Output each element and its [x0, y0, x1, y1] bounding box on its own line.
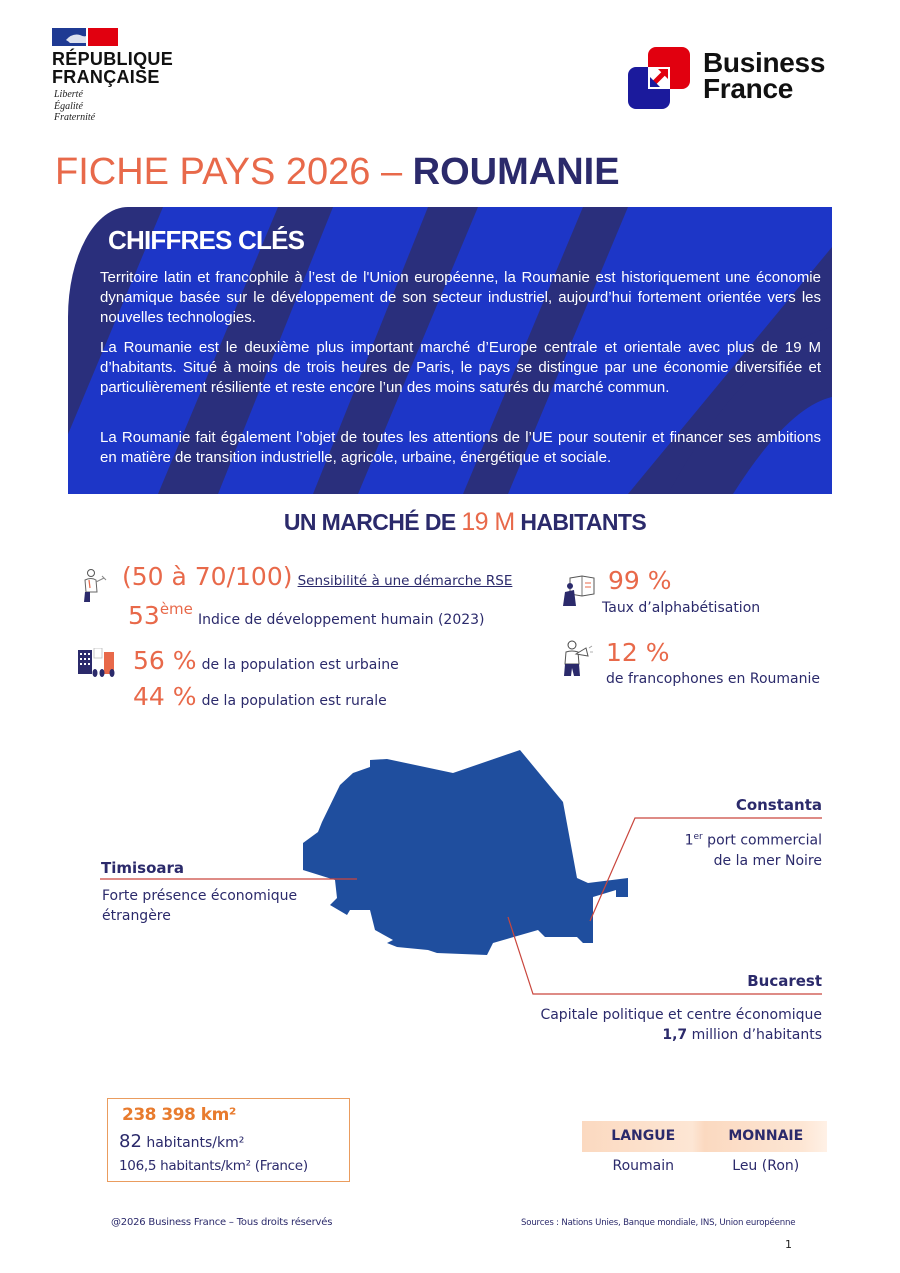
stat-idh-label: Indice de développement humain (2023) — [197, 612, 485, 628]
area-density-box — [107, 1098, 350, 1182]
key-figures-paragraph: La Roumanie est le deuxième plus important marché d’Europe centrale et orientale avec plus de 19 M d’habitants. Situé à moins de trois heures de Paris, le pays se distingue par une économie diversifiée et particulièrement résiliente et reste encore l’un des moins saturés du marché commun. — [100, 339, 821, 396]
footer-sources: Sources : Nations Unies, Banque mondiale, INS, Union européenne — [521, 1218, 796, 1228]
republique-motto: Liberté Égalité Fraternité — [54, 89, 96, 123]
republique-francaise-name: RÉPUBLIQUE FRANÇAISE — [52, 49, 174, 87]
stat-francophone-value: 12 % — [606, 638, 670, 667]
stat-francophone-label: de francophones en Roumanie — [606, 671, 820, 687]
density-value: 82 habitants/km² — [119, 1131, 245, 1152]
key-figures-paragraph: Territoire latin et francophile à l’est de l'Union européenne, la Roumanie est historiquement une économie dynamique basée sur le développement de son secteur industriel, aujourd’hui fortement orientée vers les nouvelles technologies. — [100, 269, 821, 326]
stat-rse-value: (50 à 70/100) — [122, 562, 293, 591]
stat-rural-value: 44 % — [133, 682, 197, 711]
stat-literacy-value: 99 % — [608, 566, 672, 595]
surface-value: 238 398 km² — [122, 1105, 236, 1125]
city-bucarest-name: Bucarest — [747, 972, 822, 990]
title-country: ROUMANIE — [412, 151, 620, 193]
stat-urban-label: de la population est urbaine — [201, 657, 399, 673]
header-langue: LANGUE — [611, 1128, 676, 1144]
stat-urban-value: 56 % — [133, 646, 197, 675]
city-constanta-name: Constanta — [735, 796, 822, 814]
city-timisoara-desc: Forte présence économique étrangère — [102, 888, 298, 924]
romania-shape — [303, 750, 628, 955]
table-row — [582, 1158, 827, 1174]
city-bucarest-desc: Capitale politique et centre économique 1,7 million d’habitants — [540, 1007, 822, 1043]
page-number: 1 — [785, 1238, 792, 1251]
key-figures-heading: CHIFFRES CLÉS — [108, 225, 305, 255]
cell-langue: Roumain — [612, 1158, 675, 1174]
stat-idh-value: 53 — [128, 601, 160, 630]
key-figures-paragraph: La Roumanie fait également l’objet de toutes les attentions de l’UE pour soutenir et financer ses ambitions en matière de transition industrielle, agricole, urbaine, énergétique et sociale. — [100, 429, 821, 466]
language-currency-table — [582, 1121, 827, 1174]
title-prefix: FICHE PAYS 2026 – — [55, 151, 413, 193]
table-header-row — [582, 1121, 827, 1152]
market-section-title: UN MARCHÉ DE 19 M HABITANTS — [283, 508, 647, 536]
stat-literacy-label: Taux d’alphabétisation — [602, 600, 761, 616]
stat-rse-label: Sensibilité à une démarche RSE — [297, 573, 513, 589]
city-constanta-desc: 1er port commercial de la mer Noire — [684, 832, 822, 869]
cell-monnaie: Leu (Ron) — [732, 1158, 800, 1174]
city-timisoara-name: Timisoara — [101, 859, 185, 877]
stat-rural: 44 % de la population est rurale — [133, 682, 387, 711]
business-france-name: Business France — [703, 47, 826, 104]
stat-rural-label: la population est rurale — [219, 693, 387, 709]
header-monnaie: MONNAIE — [728, 1128, 804, 1144]
stat-idh: 53ème Indice de développement humain (2023) — [128, 600, 485, 630]
france-density: 106,5 habitants/km² (France) — [119, 1158, 308, 1174]
footer-copyright: @2026 Business France – Tous droits réservés — [111, 1217, 333, 1228]
